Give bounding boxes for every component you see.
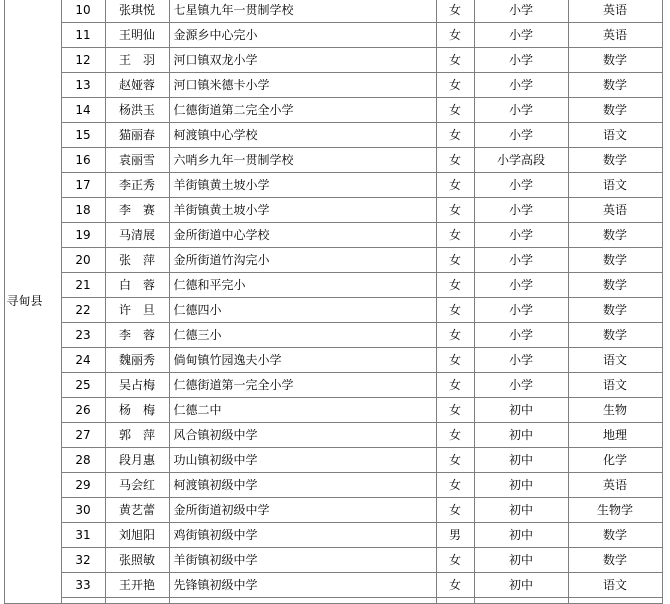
- gender-cell[interactable]: 女: [436, 198, 474, 223]
- row-number-cell[interactable]: 20: [61, 248, 105, 273]
- teacher-name-cell[interactable]: 李 蓉: [105, 323, 169, 348]
- gender-cell[interactable]: 女: [436, 23, 474, 48]
- table-row: [0, 173, 662, 198]
- teacher-name-cell[interactable]: 赵娅蓉: [105, 73, 169, 98]
- school-level-cell[interactable]: 小学: [474, 173, 568, 198]
- row-number-cell[interactable]: 17: [61, 173, 105, 198]
- sheet-gutter: [0, 523, 4, 548]
- gender-cell[interactable]: 女: [436, 248, 474, 273]
- school-level-cell[interactable]: 小学: [474, 123, 568, 148]
- table-row: [0, 223, 662, 248]
- subject-cell[interactable]: 数学: [568, 223, 662, 248]
- school-level-cell[interactable]: 初中: [474, 473, 568, 498]
- table-row: [0, 273, 662, 298]
- school-level-cell[interactable]: 初中: [474, 498, 568, 523]
- subject-cell[interactable]: 数学: [568, 548, 662, 573]
- school-level-cell[interactable]: 小学: [474, 273, 568, 298]
- subject-cell[interactable]: 语文: [568, 348, 662, 373]
- table-row: [0, 98, 662, 123]
- school-cell[interactable]: 金源乡中心完小: [169, 23, 436, 48]
- school-cell[interactable]: 风合镇初级中学: [169, 423, 436, 448]
- table-row: [0, 448, 662, 473]
- empty-cell[interactable]: [169, 598, 436, 604]
- school-level-cell[interactable]: 初中: [474, 548, 568, 573]
- school-cell[interactable]: 仁德街道第二完全小学: [169, 98, 436, 123]
- gender-cell[interactable]: 女: [436, 348, 474, 373]
- subject-cell[interactable]: 生物学: [568, 498, 662, 523]
- sheet-gutter: [0, 473, 4, 498]
- table-row: [0, 348, 662, 373]
- gender-cell[interactable]: 女: [436, 373, 474, 398]
- teacher-name-cell[interactable]: 猫丽春: [105, 123, 169, 148]
- school-cell[interactable]: 七星镇九年一贯制学校: [169, 0, 436, 23]
- sheet-gutter: [0, 373, 4, 398]
- school-level-cell[interactable]: 小学高段: [474, 148, 568, 173]
- table-row: [0, 298, 662, 323]
- sheet-gutter: [0, 248, 4, 273]
- school-cell[interactable]: 羊街镇黄土坡小学: [169, 173, 436, 198]
- teacher-name-cell[interactable]: 王 羽: [105, 48, 169, 73]
- gender-cell[interactable]: 女: [436, 573, 474, 598]
- school-cell[interactable]: 仁德四小: [169, 298, 436, 323]
- sheet-gutter: [0, 573, 4, 598]
- sheet-gutter: [0, 498, 4, 523]
- table-row: [0, 23, 662, 48]
- teacher-name-cell[interactable]: 段月惠: [105, 448, 169, 473]
- gender-cell[interactable]: 女: [436, 273, 474, 298]
- teacher-name-cell[interactable]: 杨洪玉: [105, 98, 169, 123]
- subject-cell[interactable]: 数学: [568, 298, 662, 323]
- subject-cell[interactable]: 英语: [568, 473, 662, 498]
- school-level-cell[interactable]: 小学: [474, 373, 568, 398]
- sheet-gutter: [0, 323, 4, 348]
- gender-cell[interactable]: 女: [436, 323, 474, 348]
- table-row: [0, 398, 662, 423]
- gender-cell[interactable]: 女: [436, 148, 474, 173]
- sheet-gutter: [0, 73, 4, 98]
- subject-cell[interactable]: 语文: [568, 573, 662, 598]
- school-level-cell[interactable]: 小学: [474, 223, 568, 248]
- subject-cell[interactable]: 英语: [568, 23, 662, 48]
- subject-cell[interactable]: 语文: [568, 173, 662, 198]
- table-row: [0, 123, 662, 148]
- school-level-cell[interactable]: 小学: [474, 73, 568, 98]
- gender-cell[interactable]: 女: [436, 473, 474, 498]
- teacher-name-cell[interactable]: 张琪悦: [105, 0, 169, 23]
- table-row: [0, 73, 662, 98]
- row-number-cell[interactable]: 24: [61, 348, 105, 373]
- school-level-cell[interactable]: 小学: [474, 0, 568, 23]
- school-cell[interactable]: 倘甸镇竹园逸夫小学: [169, 348, 436, 373]
- row-number-cell[interactable]: 33: [61, 573, 105, 598]
- sheet-gutter: [0, 23, 4, 48]
- gender-cell[interactable]: 女: [436, 98, 474, 123]
- sheet-gutter: [0, 48, 4, 73]
- school-cell[interactable]: 河口镇双龙小学: [169, 48, 436, 73]
- table-row: [0, 373, 662, 398]
- teacher-name-cell[interactable]: 李 赛: [105, 198, 169, 223]
- school-cell[interactable]: 柯渡镇初级中学: [169, 473, 436, 498]
- teacher-name-cell[interactable]: 马清展: [105, 223, 169, 248]
- table-row: [0, 248, 662, 273]
- gender-cell[interactable]: 女: [436, 448, 474, 473]
- row-number-cell[interactable]: 31: [61, 523, 105, 548]
- empty-cell[interactable]: [61, 598, 105, 604]
- school-cell[interactable]: 柯渡镇中心学校: [169, 123, 436, 148]
- gender-cell[interactable]: 女: [436, 73, 474, 98]
- teacher-name-cell[interactable]: 郭 萍: [105, 423, 169, 448]
- teacher-name-cell[interactable]: 许 旦: [105, 298, 169, 323]
- gender-cell[interactable]: 男: [436, 523, 474, 548]
- empty-cell[interactable]: [474, 598, 568, 604]
- row-number-cell[interactable]: 29: [61, 473, 105, 498]
- row-number-cell[interactable]: 15: [61, 123, 105, 148]
- county-cell[interactable]: 寻甸县: [4, 0, 61, 604]
- row-number-cell[interactable]: 22: [61, 298, 105, 323]
- teacher-name-cell[interactable]: 王明仙: [105, 23, 169, 48]
- school-level-cell[interactable]: 小学: [474, 198, 568, 223]
- teacher-name-cell[interactable]: 黄艺蕾: [105, 498, 169, 523]
- school-level-cell[interactable]: 小学: [474, 48, 568, 73]
- subject-cell[interactable]: 化学: [568, 448, 662, 473]
- sheet-gutter: [0, 448, 4, 473]
- table-row: [0, 498, 662, 523]
- row-number-cell[interactable]: 26: [61, 398, 105, 423]
- sheet-gutter: [0, 548, 4, 573]
- row-number-cell[interactable]: 14: [61, 98, 105, 123]
- school-cell[interactable]: 金所街道中心学校: [169, 223, 436, 248]
- teacher-name-cell[interactable]: 张 萍: [105, 248, 169, 273]
- sheet-gutter: [0, 123, 4, 148]
- subject-cell[interactable]: 数学: [568, 248, 662, 273]
- teacher-name-cell[interactable]: 刘旭阳: [105, 523, 169, 548]
- sheet-gutter: [0, 298, 4, 323]
- subject-cell[interactable]: 数学: [568, 523, 662, 548]
- table-row: [0, 548, 662, 573]
- table-row: [0, 198, 662, 223]
- sheet-gutter: [0, 223, 4, 248]
- sheet-gutter: [0, 423, 4, 448]
- row-number-cell[interactable]: 12: [61, 48, 105, 73]
- subject-cell[interactable]: 语文: [568, 123, 662, 148]
- teacher-name-cell[interactable]: 王开艳: [105, 573, 169, 598]
- teacher-name-cell[interactable]: 张照敏: [105, 548, 169, 573]
- sheet-gutter: [0, 148, 4, 173]
- school-cell[interactable]: 河口镇米德卡小学: [169, 73, 436, 98]
- table-row: [0, 0, 662, 23]
- gender-cell[interactable]: 女: [436, 48, 474, 73]
- gender-cell[interactable]: 女: [436, 298, 474, 323]
- gender-cell[interactable]: 女: [436, 398, 474, 423]
- subject-cell[interactable]: 数学: [568, 73, 662, 98]
- subject-cell[interactable]: 语文: [568, 373, 662, 398]
- subject-cell[interactable]: 英语: [568, 0, 662, 23]
- school-level-cell[interactable]: 小学: [474, 298, 568, 323]
- school-cell[interactable]: 仁德街道第一完全小学: [169, 373, 436, 398]
- table-row: [0, 48, 662, 73]
- table-row: [0, 473, 662, 498]
- school-level-cell[interactable]: 初中: [474, 523, 568, 548]
- gender-cell[interactable]: 女: [436, 223, 474, 248]
- empty-cell[interactable]: [568, 598, 662, 604]
- gender-cell[interactable]: 女: [436, 123, 474, 148]
- school-cell[interactable]: 仁德二中: [169, 398, 436, 423]
- subject-cell[interactable]: 数学: [568, 48, 662, 73]
- sheet-gutter: [0, 98, 4, 123]
- empty-cell[interactable]: [105, 598, 169, 604]
- subject-cell[interactable]: 数学: [568, 98, 662, 123]
- sheet-gutter: [0, 173, 4, 198]
- school-level-cell[interactable]: 小学: [474, 348, 568, 373]
- school-level-cell[interactable]: 小学: [474, 98, 568, 123]
- table-row: [0, 598, 662, 604]
- subject-cell[interactable]: 生物: [568, 398, 662, 423]
- sheet-gutter: [0, 398, 4, 423]
- table-row: [0, 323, 662, 348]
- gender-cell[interactable]: 女: [436, 548, 474, 573]
- row-number-cell[interactable]: 23: [61, 323, 105, 348]
- sheet-gutter: [0, 348, 4, 373]
- school-cell[interactable]: 先锋镇初级中学: [169, 573, 436, 598]
- subject-cell[interactable]: 英语: [568, 198, 662, 223]
- teacher-name-cell[interactable]: 马会红: [105, 473, 169, 498]
- school-level-cell[interactable]: 小学: [474, 23, 568, 48]
- table-row: [0, 148, 662, 173]
- row-number-cell[interactable]: 28: [61, 448, 105, 473]
- teacher-name-cell[interactable]: 吴占梅: [105, 373, 169, 398]
- row-number-cell[interactable]: 13: [61, 73, 105, 98]
- school-cell[interactable]: 金所街道竹沟完小: [169, 248, 436, 273]
- subject-cell[interactable]: 地理: [568, 423, 662, 448]
- sheet-gutter: [0, 598, 4, 604]
- teacher-name-cell[interactable]: 魏丽秀: [105, 348, 169, 373]
- table-row: [0, 523, 662, 548]
- gender-cell[interactable]: 女: [436, 423, 474, 448]
- table-row: [0, 423, 662, 448]
- school-cell[interactable]: 金所街道初级中学: [169, 498, 436, 523]
- school-level-cell[interactable]: 小学: [474, 323, 568, 348]
- gender-cell[interactable]: 女: [436, 498, 474, 523]
- school-level-cell[interactable]: 初中: [474, 398, 568, 423]
- school-level-cell[interactable]: 小学: [474, 248, 568, 273]
- school-cell[interactable]: 仁德三小: [169, 323, 436, 348]
- row-number-cell[interactable]: 25: [61, 373, 105, 398]
- school-cell[interactable]: 六哨乡九年一贯制学校: [169, 148, 436, 173]
- subject-cell[interactable]: 数学: [568, 323, 662, 348]
- row-number-cell[interactable]: 30: [61, 498, 105, 523]
- teacher-name-cell[interactable]: 白 蓉: [105, 273, 169, 298]
- sheet-gutter: [0, 198, 4, 223]
- school-cell[interactable]: 功山镇初级中学: [169, 448, 436, 473]
- subject-cell[interactable]: 数学: [568, 148, 662, 173]
- gender-cell[interactable]: 女: [436, 0, 474, 23]
- school-level-cell[interactable]: 初中: [474, 448, 568, 473]
- school-cell[interactable]: 鸡街镇初级中学: [169, 523, 436, 548]
- sheet-gutter: [0, 273, 4, 298]
- school-level-cell[interactable]: 初中: [474, 573, 568, 598]
- row-number-cell[interactable]: 18: [61, 198, 105, 223]
- school-cell[interactable]: 羊街镇初级中学: [169, 548, 436, 573]
- row-number-cell[interactable]: 27: [61, 423, 105, 448]
- row-number-cell[interactable]: 16: [61, 148, 105, 173]
- row-number-cell[interactable]: 10: [61, 0, 105, 23]
- subject-cell[interactable]: 数学: [568, 273, 662, 298]
- empty-cell[interactable]: [436, 598, 474, 604]
- school-cell[interactable]: 羊街镇黄土坡小学: [169, 198, 436, 223]
- teacher-name-cell[interactable]: 杨 梅: [105, 398, 169, 423]
- school-level-cell[interactable]: 初中: [474, 423, 568, 448]
- row-number-cell[interactable]: 11: [61, 23, 105, 48]
- school-cell[interactable]: 仁德和平完小: [169, 273, 436, 298]
- gender-cell[interactable]: 女: [436, 173, 474, 198]
- row-number-cell[interactable]: 32: [61, 548, 105, 573]
- row-number-cell[interactable]: 21: [61, 273, 105, 298]
- row-number-cell[interactable]: 19: [61, 223, 105, 248]
- teacher-name-cell[interactable]: 袁丽雪: [105, 148, 169, 173]
- teacher-name-cell[interactable]: 李正秀: [105, 173, 169, 198]
- table-row: [0, 573, 662, 598]
